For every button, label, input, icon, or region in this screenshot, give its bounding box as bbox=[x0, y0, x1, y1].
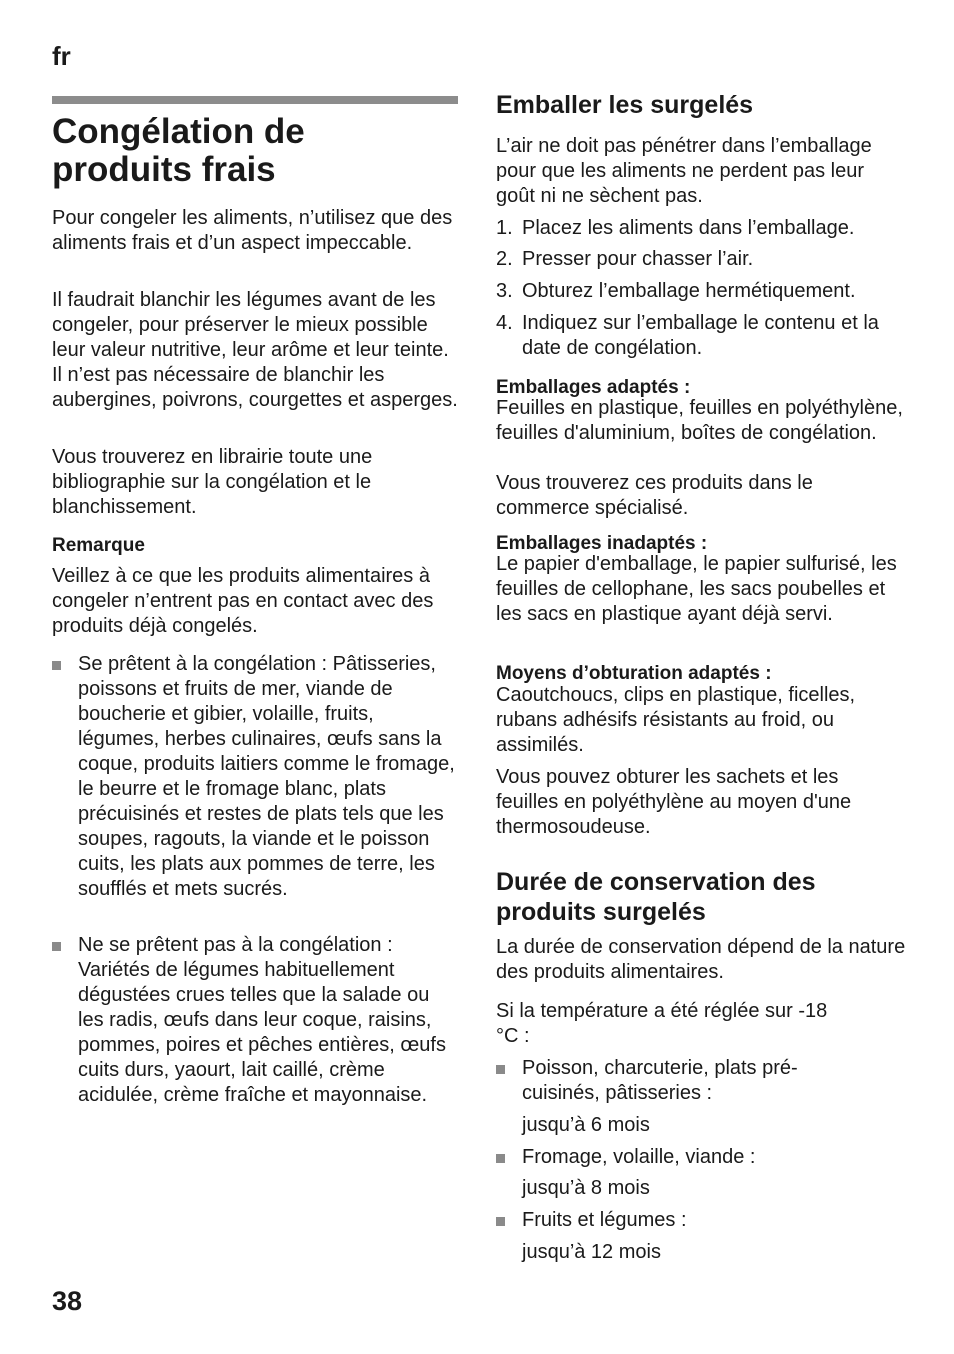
bibliography-paragraph: Vous trouverez en librairie toute une bibliographie sur la congélation et le blanchissement. bbox=[52, 446, 373, 518]
packaging-intro: L’air ne doit pas pénétrer dans l’emballage pour que les aliments ne perdent pas leur goût ni ne sèchent pas. bbox=[496, 135, 872, 207]
note-text: Veillez à ce que les produits alimentaires à congeler n’entrent pas en contact avec des produits déjà congelés. bbox=[52, 565, 434, 637]
list-item-text: Se prêtent à la congélation : Pâtisseries, poissons et fruits de mer, viande de boucherie et gibier, volaille, fruits, légumes, herbes culinaires, œufs sans la coque, produits laitiers comme le fromage, le beurre et le fromage blanc, plats précuisinés et restes de plats tels que les soupes, ragouts, la viande et le poisson cuits, les plats aux pommes de terre, les soufflés et mets sucrés. bbox=[78, 653, 455, 900]
note-heading: Remarque bbox=[52, 535, 145, 556]
list-item bbox=[496, 1208, 906, 1233]
duration-label: Poisson, charcuterie, plats pré-cuisinés, pâtisseries : bbox=[522, 1057, 798, 1104]
step-text: Placez les aliments dans l’emballage. bbox=[522, 217, 855, 239]
duration-value: jusqu’à 6 mois bbox=[522, 1114, 650, 1136]
section-rule bbox=[52, 96, 458, 104]
list-item bbox=[52, 933, 458, 1108]
bullet-square-icon bbox=[496, 1065, 505, 1074]
step-text: Obturez l’emballage hermétiquement. bbox=[522, 280, 856, 302]
step-number: 4. bbox=[496, 312, 513, 334]
blanching-paragraph: Il faudrait blanchir les légumes avant de les congeler, pour préserver le mieux possible leur valeur nutritive, leur arôme et leur teinte. Il n’est pas nécessaire de blanchir les aubergines, poivrons, courgettes et asperges. bbox=[52, 289, 458, 411]
unsuitable-text: Le papier d'emballage, le papier sulfurisé, les feuilles de cellophane, les sacs poubelles et les sacs en plastique ayant déjà servi. bbox=[496, 553, 897, 625]
bullet-square-icon bbox=[496, 1154, 505, 1163]
intro-paragraph: Pour congeler les aliments, n’utilisez que des aliments frais et d’un aspect impeccable. bbox=[52, 207, 453, 254]
adapted-text: Feuilles en plastique, feuilles en polyéthylène, feuilles d'aluminium, boîtes de congélation. bbox=[496, 397, 903, 444]
seal-text: Vous pouvez obturer les sachets et les feuilles en polyéthylène au moyen d'une thermosoudeuse. bbox=[496, 766, 852, 838]
closure-text: Caoutchoucs, clips en plastique, ficelles, rubans adhésifs résistants au froid, ou assimilés. bbox=[496, 684, 856, 756]
unsuitable-heading: Emballages inadaptés : bbox=[496, 533, 708, 554]
duration-value: jusqu’à 12 mois bbox=[522, 1241, 661, 1263]
bullet-square-icon bbox=[52, 942, 61, 951]
page-number: 38 bbox=[52, 1286, 83, 1316]
bullet-square-icon bbox=[496, 1217, 505, 1226]
step-item bbox=[496, 279, 906, 304]
list-item bbox=[496, 1056, 836, 1106]
adapted-heading: Emballages adaptés : bbox=[496, 377, 691, 398]
step-number: 1. bbox=[496, 217, 513, 239]
step-item bbox=[496, 247, 906, 272]
section-title-packaging: Emballer les surgelés bbox=[496, 91, 754, 119]
step-number: 3. bbox=[496, 280, 513, 302]
step-text: Indiquez sur l’emballage le contenu et la date de congélation. bbox=[522, 312, 879, 359]
list-item-text: Ne se prêtent pas à la congélation : Variétés de légumes habituellement dégustées crues telles que la salade ou les radis, œufs dans leur coque, raisins, pommes, poires et pêches entières, œufs cuits durs, yaourt, lait caillé, crème acidulée, crème fraîche et mayonnaise. bbox=[78, 934, 446, 1106]
language-tag: fr bbox=[52, 41, 71, 71]
list-item bbox=[52, 652, 458, 902]
step-item bbox=[496, 311, 906, 361]
section-title-storage: Durée de conservation des produits surgelés bbox=[496, 868, 816, 926]
bullet-square-icon bbox=[52, 661, 61, 670]
step-item bbox=[496, 216, 906, 241]
page-title: Congélation de produits frais bbox=[52, 112, 305, 189]
duration-value: jusqu’à 8 mois bbox=[522, 1177, 650, 1199]
closure-heading: Moyens d’obturation adaptés : bbox=[496, 663, 772, 684]
adapted-text-2: Vous trouverez ces produits dans le commerce spécialisé. bbox=[496, 472, 813, 519]
step-number: 2. bbox=[496, 248, 513, 270]
list-item bbox=[496, 1145, 906, 1170]
storage-temperature: Si la température a été réglée sur -18 °C : bbox=[496, 1000, 828, 1047]
step-text: Presser pour chasser l’air. bbox=[522, 248, 754, 270]
duration-label: Fruits et légumes : bbox=[522, 1209, 687, 1231]
storage-intro: La durée de conservation dépend de la nature des produits alimentaires. bbox=[496, 936, 906, 983]
duration-label: Fromage, volaille, viande : bbox=[522, 1146, 756, 1168]
